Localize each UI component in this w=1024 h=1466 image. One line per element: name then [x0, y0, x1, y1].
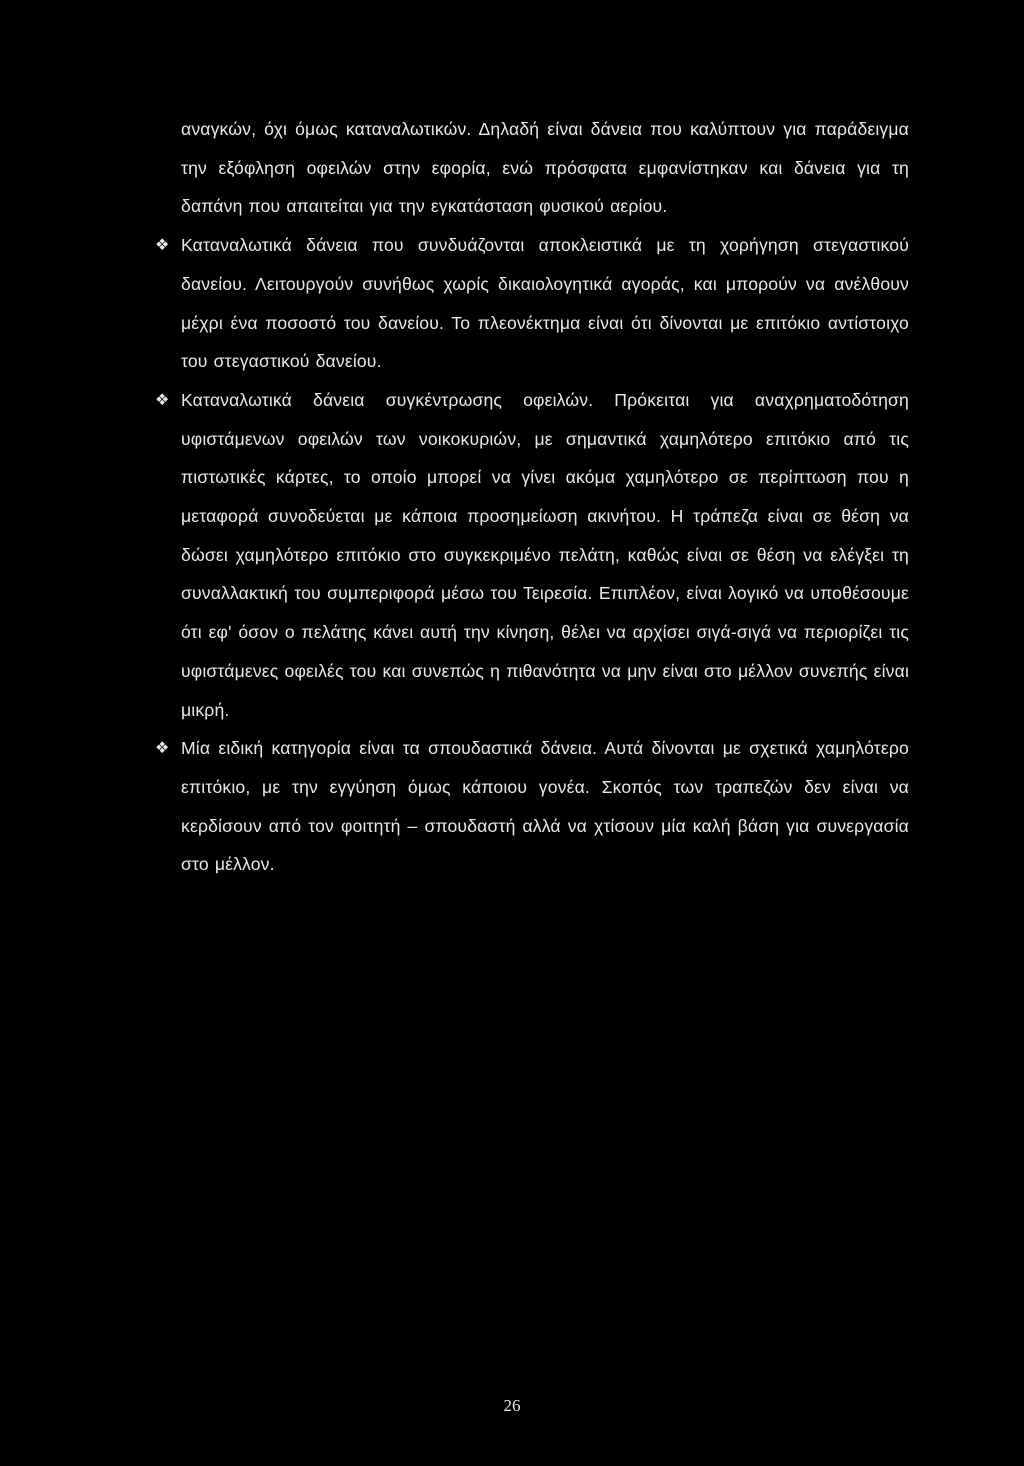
- bullet-item-debt-consolidation: [155, 381, 909, 729]
- diamond-bullet-icon: ❖: [155, 235, 170, 255]
- bullet-list: [155, 226, 909, 884]
- bullet-item-combined-mortgage: [155, 226, 909, 381]
- page-body: [155, 110, 909, 884]
- bullet-text: Καταναλωτικά δάνεια που συνδυάζονται αποκλειστικά με τη χορήγηση στεγαστικού δανείου. Λειτουργούν συνήθως χωρίς δικαιολογητικά αγοράς, και μπορούν να ανέλθουν μέχρι ένα ποσοστό του δανείου. Το πλεονέκτημα είναι ότι δίνονται με επιτόκιο αντίστοιχο του στεγαστικού δανείου.: [181, 235, 909, 372]
- bullet-text: Μία ειδική κατηγορία είναι τα σπουδαστικά δάνεια. Αυτά δίνονται με σχετικά χαμηλότερο επιτόκιο, με την εγγύηση όμως κάποιου γονέα. Σκοπός των τραπεζών δεν είναι να κερδίσουν από τον φοιτητή – σπουδαστή αλλά να χτίσουν μία καλή βάση για συνεργασία στο μέλλον.: [181, 738, 909, 875]
- bullet-item-student-loans: [155, 729, 909, 884]
- intro-paragraph: αναγκών, όχι όμως καταναλωτικών. Δηλαδή είναι δάνεια που καλύπτουν για παράδειγμα την εξόφληση οφειλών στην εφορία, ενώ πρόσφατα εμφανίστηκαν και δάνεια για τη δαπάνη που απαιτείται για την εγκατάσταση φυσικού αερίου.: [181, 119, 909, 217]
- bullet-text: Καταναλωτικά δάνεια συγκέντρωσης οφειλών. Πρόκειται για αναχρηματοδότηση υφιστάμενων οφειλών των νοικοκυριών, με σημαντικά χαμηλότερο επιτόκιο από τις πιστωτικές κάρτες, το οποίο μπορεί να γίνει ακόμα χαμηλότερο σε περίπτωση που η μεταφορά συνοδεύεται με κάποια προσημείωση ακινήτου. Η τράπεζα είναι σε θέση να δώσει χαμηλότερο επιτόκιο στο συγκεκριμένο πελάτη, καθώς είναι σε θέση να ελέγξει τη συναλλακτική του συμπεριφορά μέσω του Τειρεσία. Επιπλέον, είναι λογικό να υποθέσουμε ότι εφ' όσον ο πελάτης κάνει αυτή την κίνηση, θέλει να αρχίσει σιγά-σιγά να περιορίζει τις υφιστάμενες οφειλές του και συνεπώς η πιθανότητα να μην είναι στο μέλλον συνεπής είναι μικρή.: [181, 389, 909, 720]
- page-number: 26: [503, 1396, 521, 1415]
- diamond-bullet-icon: ❖: [155, 389, 170, 409]
- diamond-bullet-icon: ❖: [155, 738, 170, 758]
